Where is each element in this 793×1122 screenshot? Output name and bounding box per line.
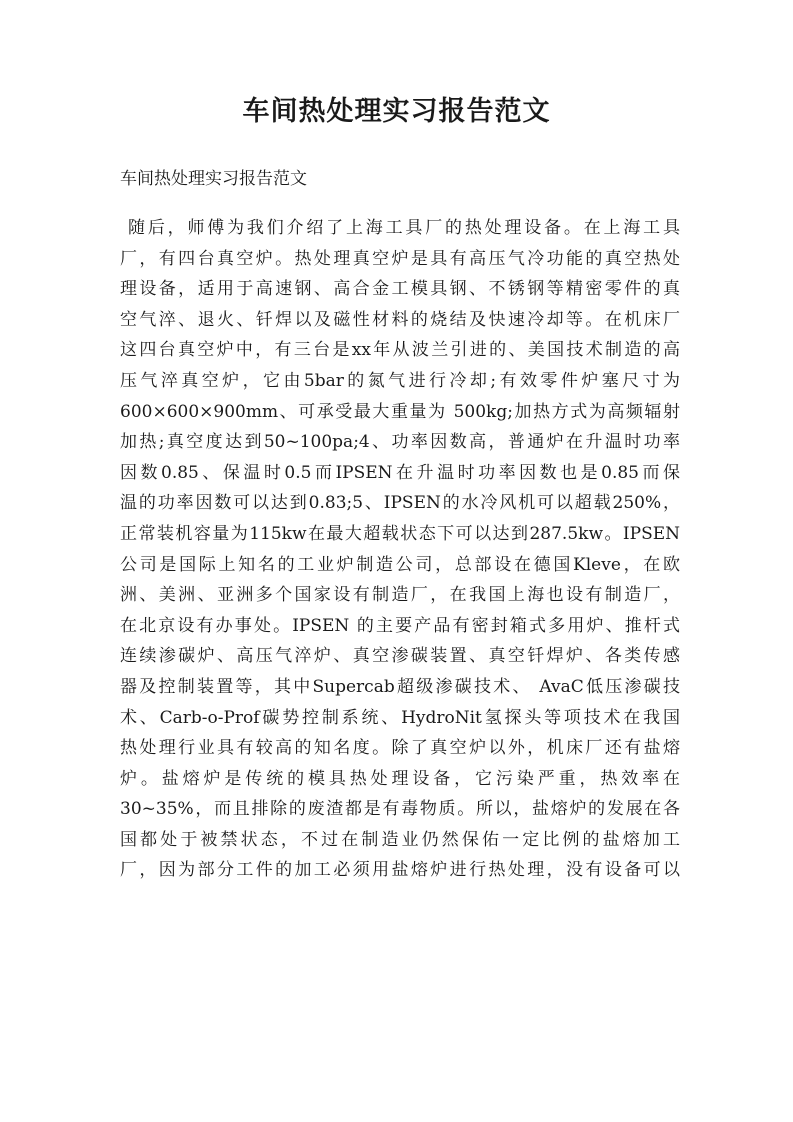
document-title: 车间热处理实习报告范文 xyxy=(242,96,551,127)
text-line: 厂，因为部分工件的加工必须用盐熔炉进行热处理，没有设备可以 xyxy=(120,860,680,881)
text-line: 热处理行业具有较高的知名度。除了真空炉以外，机床厂还有盐熔 xyxy=(120,738,680,759)
text-line: 连续渗碳炉、高压气淬炉、真空渗碳装置、真空钎焊炉、各类传感 xyxy=(120,646,680,667)
document-subtitle: 车间热处理实习报告范文 xyxy=(120,169,307,189)
text-line: 空气淬、退火、钎焊以及磁性材料的烧结及快速冷却等。在机床厂 xyxy=(120,309,680,330)
text-line: 600×600×900mm、可承受最大重量为 500kg;加热方式为高频辐射 xyxy=(120,401,680,422)
text-line: 国都处于被禁状态，不过在制造业仍然保佑一定比例的盐熔加工 xyxy=(120,829,680,850)
text-line: 理设备，适用于高速钢、高合金工模具钢、不锈钢等精密零件的真 xyxy=(120,279,680,300)
text-line: 加热;真空度达到50~100pa;4、功率因数高，普通炉在升温时功率 xyxy=(120,432,680,453)
text-line: 30~35%，而且排除的废渣都是有毒物质。所以，盐熔炉的发展在各 xyxy=(120,799,680,820)
text-line: 温的功率因数可以达到0.83;5、IPSEN的水冷风机可以超载250%， xyxy=(120,493,680,514)
text-line: 公司是国际上知名的工业炉制造公司，总部设在德国Kleve，在欧 xyxy=(120,554,680,575)
text-line: 随后，师傅为我们介绍了上海工具厂的热处理设备。在上海工具 xyxy=(128,218,680,238)
text-line: 在北京设有办事处。IPSEN 的主要产品有密封箱式多用炉、推杆式 xyxy=(120,615,680,636)
text-line: 这四台真空炉中，有三台是xx年从波兰引进的、美国技术制造的高 xyxy=(120,340,680,361)
text-line: 因数0.85、保温时0.5而IPSEN在升温时功率因数也是0.85而保 xyxy=(120,462,680,483)
body-paragraph xyxy=(120,213,680,886)
text-line: 炉。盐熔炉是传统的模具热处理设备，它污染严重，热效率在 xyxy=(120,768,680,789)
text-line: 洲、美洲、亚洲多个国家设有制造厂，在我国上海也设有制造厂， xyxy=(120,585,680,606)
text-line: 压气淬真空炉，它由5bar的氮气进行冷却;有效零件炉塞尺寸为 xyxy=(120,370,680,391)
text-line: 术、Carb-o-Prof碳势控制系统、HydroNit氢探头等项技术在我国 xyxy=(120,707,680,728)
text-line: 厂，有四台真空炉。热处理真空炉是具有高压气冷功能的真空热处 xyxy=(120,248,680,269)
text-line: 正常装机容量为115kw在最大超载状态下可以达到287.5kw。IPSEN xyxy=(120,523,680,544)
text-line: 器及控制装置等，其中Supercab超级渗碳技术、 AvaC低压渗碳技 xyxy=(120,676,680,697)
